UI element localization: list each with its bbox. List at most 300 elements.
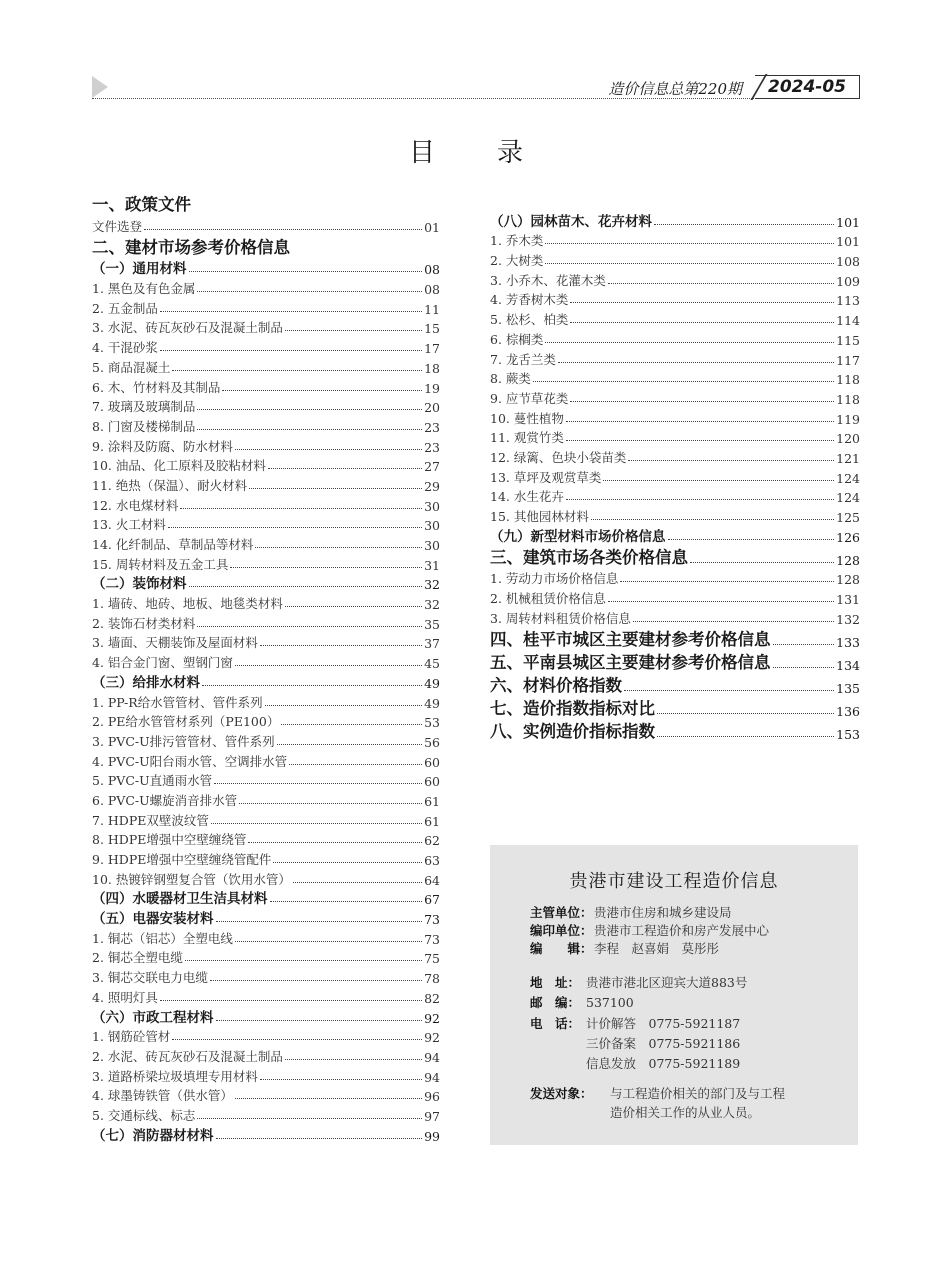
toc-page-number: 73 [424,931,440,947]
toc-page-number: 15 [424,321,440,337]
toc-leader-dots [189,271,423,272]
toc-entry[interactable] [92,730,440,750]
toc-leader-dots [216,1138,423,1139]
toc-leader-dots [773,667,835,668]
toc-page-number: 119 [836,411,860,427]
toc-page-number: 133 [836,634,860,650]
toc-entry-title: 1. 黑色及有色金属 [92,281,196,297]
toc-entry-title: 15. 其他园林材料 [490,509,589,524]
toc-leader-dots [570,302,834,303]
toc-leader-dots [277,744,422,745]
toc-leader-dots [545,263,834,264]
toc-page-number: 124 [836,470,860,486]
toc-leader-dots [202,685,422,686]
toc-entry[interactable] [92,455,440,475]
toc-entry-title: 6. 木、竹材料及其制品 [92,379,221,395]
toc-page-number: 61 [424,813,440,829]
postcode-label: 邮 编： [530,995,581,1010]
phone-2: 三价备案 0775-5921186 [586,1036,741,1051]
toc-leader-dots [624,690,834,691]
toc-entry-title: 1. 钢筋砼管材 [92,1029,171,1045]
audience-label: 发送对象： [530,1086,593,1101]
toc-entry[interactable] [490,308,860,328]
toc-entry[interactable] [92,1006,440,1026]
toc-page-number: 62 [424,833,440,849]
toc-page-number: 108 [836,254,860,270]
toc-leader-dots [657,736,834,737]
toc-right-column [490,210,860,742]
toc-page-number: 60 [424,774,440,790]
toc-entry-title: 8. 蕨类 [490,371,531,387]
toc-entry-title: 5. 商品混凝土 [92,359,171,375]
address-line [530,973,747,991]
toc-entry-title: 9. HDPE增强中空壁缠绕管配件 [92,852,272,867]
toc-leader-dots [180,508,422,509]
postcode-value: 537100 [586,995,634,1010]
toc-entry-title: 14. 化纤制品、草制品等材料 [92,537,254,552]
toc-entry[interactable] [490,387,860,407]
toc-entry-title: （五）电器安装材料 [92,911,214,928]
toc-leader-dots [633,621,834,622]
audience-line [530,1084,785,1102]
toc-entry[interactable] [490,407,860,427]
toc-entry-title: 8. HDPE增强中空壁缠绕管 [92,832,247,848]
toc-entry[interactable] [92,927,440,947]
toc-leader-dots [570,401,834,402]
toc-page-number: 128 [836,572,860,588]
toc-leader-dots [211,823,422,824]
toc-leader-dots [222,390,422,391]
toc-page-number: 128 [836,552,860,568]
publication-info-box [490,845,858,1145]
toc-entry[interactable] [92,1065,440,1085]
toc-entry-title: 三、建筑市场各类价格信息 [490,547,688,567]
toc-page-number: 120 [836,431,860,447]
toc-leader-dots [214,783,422,784]
page-header [88,74,860,102]
toc-entry-title: 13. 草坪及观赏草类 [490,469,602,485]
toc-entry-title: （六）市政工程材料 [92,1009,214,1026]
toc-entry[interactable] [92,1124,440,1144]
toc-leader-dots [773,644,835,645]
toc-page-number: 113 [836,293,860,309]
toc-page-number: 20 [424,400,440,416]
triangle-icon [92,76,108,98]
toc-page-number: 08 [424,262,440,278]
toc-page-number: 30 [424,518,440,534]
supervisor-line [530,903,732,921]
toc-entry[interactable] [490,368,860,388]
toc-entry-title: （二）装饰材料 [92,576,187,593]
toc-leader-dots [566,499,834,500]
toc-entry[interactable] [92,848,440,868]
toc-entry-title: 11. 观赏竹类 [490,430,564,446]
toc-entry[interactable] [490,348,860,368]
toc-leader-dots [197,409,422,410]
toc-entry[interactable] [92,336,440,356]
toc-page-number: 23 [424,419,440,435]
address-value: 贵港市港北区迎宾大道883号 [586,975,748,990]
toc-entry[interactable] [92,888,440,908]
toc-entry[interactable] [92,966,440,986]
toc-entry[interactable] [92,651,440,671]
toc-leader-dots [620,581,834,582]
postcode-line [530,993,634,1011]
toc-page-number: 19 [424,380,440,396]
toc-entry[interactable] [92,258,440,278]
toc-entry[interactable] [490,230,860,250]
toc-leader-dots [230,567,422,568]
toc-entry[interactable] [92,236,440,258]
toc-leader-dots [285,606,422,607]
toc-entry[interactable] [92,553,440,573]
toc-entry-title: 4. 芳香树木类 [490,292,569,308]
toc-entry[interactable] [490,720,860,742]
toc-entry-title: 3. PVC-U排污管管材、管件系列 [92,733,275,749]
toc-entry-title: 4. 干混砂浆 [92,340,158,356]
toc-page-number: 63 [424,853,440,868]
toc-entry-title: 9. 应节草花类 [490,390,569,406]
toc-entry[interactable] [92,868,440,888]
toc-entry-title: （七）消防器材材料 [92,1127,214,1144]
toc-leader-dots [260,1079,422,1080]
toc-entry-title: 3. 铜芯交联电力电缆 [92,970,208,986]
toc-page-number: 97 [424,1108,440,1124]
editor-org-line [530,921,769,939]
publication-title: 贵港市建设工程造价信息 [569,871,779,892]
toc-page-number: 125 [836,510,860,525]
toc-entry[interactable] [92,435,440,455]
toc-leader-dots [628,460,834,461]
toc-entry-title: 文件选登 [92,218,143,234]
toc-page-number: 124 [836,490,860,506]
toc-entry[interactable] [490,249,860,269]
toc-entry-title: 2. 机械租赁价格信息 [490,591,606,607]
toc-entry-title: 10. 热镀锌钢塑复合管（饮用水管） [92,871,291,887]
toc-leader-dots [144,229,422,230]
toc-leader-dots [189,586,423,587]
toc-leader-dots [197,626,422,627]
toc-entry-title: 4. PVC-U阳台雨水管、空调排水管 [92,753,288,769]
toc-entry-title: 4. 照明灯具 [92,989,158,1005]
toc-leader-dots [570,322,834,323]
toc-entry-title: 6. PVC-U螺旋消音排水管 [92,792,238,808]
toc-entry-title: （八）园林苗木、花卉材料 [490,213,652,230]
toc-entry-title: （一）通用材料 [92,261,187,278]
toc-leader-dots [248,842,422,843]
toc-entry-title: 7. 龙舌兰类 [490,351,556,367]
toc-entry[interactable] [92,1045,440,1065]
toc-entry-title: 1. 墙砖、地砖、地板、地毯类材料 [92,596,283,612]
toc-entry-title: 2. 铜芯全塑电缆 [92,950,183,966]
toc-page-number: 73 [424,912,440,928]
editors-value: 李程 赵喜娟 莫彤彤 [594,941,720,956]
toc-leader-dots [273,862,422,863]
toc-entry[interactable] [92,770,440,790]
toc-leader-dots [268,468,422,469]
toc-entry-title: 七、造价指数指标对比 [490,698,655,718]
toc-page-number: 60 [424,754,440,770]
toc-entry[interactable] [92,317,440,337]
toc-leader-dots [216,1020,423,1021]
toc-entry-title: 5. 交通标线、标志 [92,1107,196,1123]
toc-leader-dots [566,421,834,422]
toc-page-number: 131 [836,592,860,608]
toc-leader-dots [293,882,422,883]
toc-leader-dots [239,803,422,804]
toc-leader-dots [255,547,422,548]
toc-entry[interactable] [92,711,440,731]
toc-entry-title: 3. 小乔木、花灌木类 [490,272,606,288]
toc-entry[interactable] [490,486,860,506]
toc-page-number: 117 [836,352,860,368]
toc-page-number: 08 [424,282,440,298]
toc-entry-title: 5. 松杉、柏类 [490,312,569,328]
toc-page-number: 109 [836,273,860,289]
toc-page-number: 17 [424,341,440,357]
toc-entry-title: 1. 劳动力市场价格信息 [490,571,619,587]
toc-entry[interactable] [92,494,440,514]
toc-entry[interactable] [490,651,860,673]
issue-number: 造价信息总第220期 [608,80,742,98]
toc-page-number: 134 [836,657,860,673]
toc-leader-dots [197,429,422,430]
toc-page-number: 126 [836,529,860,545]
toc-leader-dots [608,283,834,284]
audience-value-1: 与工程造价相关的部门及与工程 [610,1086,786,1101]
toc-entry-title: 1. PP-R给水管管材、管件系列 [92,694,263,710]
toc-entry[interactable] [92,415,440,435]
toc-entry-title: 五、平南县城区主要建材参考价格信息 [490,652,771,672]
toc-leader-dots [235,449,422,450]
toc-entry[interactable] [490,328,860,348]
toc-entry[interactable] [92,750,440,770]
toc-page-number: 75 [424,951,440,967]
toc-page-number: 132 [836,611,860,627]
toc-page-number: 92 [424,1030,440,1046]
toc-entry[interactable] [92,215,440,235]
toc-page-number: 94 [424,1069,440,1085]
toc-entry-title: 9. 涂料及防腐、防水材料 [92,438,233,454]
toc-entry[interactable] [92,592,440,612]
toc-entry[interactable] [92,277,440,297]
toc-entry[interactable] [92,612,440,632]
supervisor-value: 贵港市住房和城乡建设局 [594,905,732,920]
toc-page-number: 30 [424,498,440,514]
toc-entry-title: 六、材料价格指数 [490,675,622,695]
toc-leader-dots [235,941,422,942]
toc-entry[interactable] [92,396,440,416]
toc-page-number: 96 [424,1089,440,1105]
toc-entry[interactable] [92,376,440,396]
toc-entry-title: 3. 周转材料租赁价格信息 [490,610,631,626]
editors-label: 编 辑： [530,941,593,956]
toc-leader-dots [281,724,422,725]
toc-entry-title: 10. 蔓性植物 [490,410,564,426]
toc-leader-dots [285,1059,422,1060]
toc-entry-title: 8. 门窗及楼梯制品 [92,418,196,434]
toc-page-number: 27 [424,459,440,475]
toc-leader-dots [545,243,834,244]
header-rule [92,98,860,99]
toc-page-number: 35 [424,616,440,632]
toc-leader-dots [160,1000,422,1001]
toc-entry[interactable] [490,607,860,627]
toc-entry[interactable] [490,427,860,447]
toc-entry-title: 7. 玻璃及玻璃制品 [92,399,196,415]
toc-entry[interactable] [92,1085,440,1105]
toc-entry-title: 13. 火工材料 [92,517,166,533]
toc-entry[interactable] [92,691,440,711]
toc-entry[interactable] [92,789,440,809]
toc-entry-title: 12. 绿篱、色块小袋苗类 [490,449,627,465]
toc-entry-title: 6. 棕榈类 [490,331,544,347]
toc-leader-dots [197,291,422,292]
toc-entry-title: 四、桂平市城区主要建材参考价格信息 [490,629,771,649]
toc-leader-dots [690,562,834,563]
toc-leader-dots [533,381,834,382]
toc-entry-title: 1. 铜芯（铝芯）全塑电线 [92,930,233,946]
toc-leader-dots [216,921,423,922]
toc-entry-title: 2. 大树类 [490,253,544,269]
toc-entry[interactable] [92,533,440,553]
toc-entry-title: 八、实例造价指标指数 [490,721,655,741]
toc-entry[interactable] [490,697,860,719]
toc-entry[interactable] [92,1026,440,1046]
phone-1: 计价解答 0775-5921187 [586,1016,741,1031]
toc-leader-dots [591,519,834,520]
toc-page-number: 101 [836,214,860,230]
toc-page-number: 92 [424,1010,440,1026]
toc-leader-dots [566,440,834,441]
toc-entry-title: 3. 水泥、砖瓦灰砂石及混凝土制品 [92,320,283,336]
toc-page-number: 78 [424,971,440,987]
toc-entry[interactable] [490,546,860,568]
toc-entry[interactable] [92,356,440,376]
editor-org-value: 贵港市工程造价和房产发展中心 [594,923,770,938]
toc-entry-title: （三）给排水材料 [92,674,200,691]
toc-page-number: 121 [836,450,860,466]
toc-leader-dots [603,480,834,481]
toc-entry[interactable] [490,628,860,650]
toc-leader-dots [289,764,422,765]
toc-page-number: 18 [424,360,440,376]
toc-entry-title: 12. 水电煤材料 [92,497,179,513]
toc-leader-dots [172,1039,422,1040]
toc-page-number: 45 [424,656,440,672]
toc-page-number: 32 [424,597,440,613]
toc-entry[interactable] [92,907,440,927]
toc-leader-dots [235,665,422,666]
toc-entry-title: 3. 道路桥梁垃圾填埋专用材料 [92,1068,258,1084]
toc-page-number: 29 [424,478,440,494]
toc-entry-title: （九）新型材料市场价格信息 [490,528,666,545]
toc-page-number: 67 [424,892,440,908]
toc-leader-dots [235,1098,422,1099]
toc-entry-title: 4. 铝合金门窗、塑钢门窗 [92,655,233,671]
toc-leader-dots [260,645,422,646]
toc-page-number: 153 [836,726,860,742]
toc-entry[interactable] [490,505,860,525]
toc-leader-dots [558,362,834,363]
toc-page-number: 99 [424,1128,440,1144]
toc-entry[interactable] [92,829,440,849]
phone-3: 信息发放 0775-5921189 [586,1056,741,1071]
toc-page-number: 23 [424,439,440,455]
toc-entry[interactable] [490,289,860,309]
toc-leader-dots [197,1118,422,1119]
toc-entry-title: 2. 水泥、砖瓦灰砂石及混凝土制品 [92,1048,283,1064]
toc-leader-dots [545,342,834,343]
editor-org-label: 编印单位： [530,923,593,938]
toc-entry[interactable] [92,1104,440,1124]
toc-entry[interactable] [92,514,440,534]
toc-entry[interactable] [92,809,440,829]
toc-page-number: 37 [424,636,440,652]
toc-entry-title: 7. HDPE双壁波纹管 [92,812,209,828]
toc-entry[interactable] [490,525,860,545]
toc-entry[interactable] [92,573,440,593]
toc-page-number: 49 [424,695,440,711]
toc-entry[interactable] [92,632,440,652]
toc-leader-dots [270,901,423,902]
toc-page-number: 115 [836,332,860,348]
toc-entry-title: 1. 乔木类 [490,233,544,249]
toc-leader-dots [285,330,422,331]
toc-page-number: 53 [424,715,440,731]
phone-line [530,1014,740,1032]
toc-page-number: 136 [836,703,860,719]
toc-entry[interactable] [92,474,440,494]
toc-page-number: 01 [424,219,440,235]
toc-leader-dots [172,370,422,371]
toc-leader-dots [249,488,422,489]
toc-entry[interactable] [92,986,440,1006]
toc-entry-title: 二、建材市场参考价格信息 [92,237,290,257]
phone-label: 电 话： [530,1016,581,1031]
toc-entry-title: 5. PVC-U直通雨水管 [92,773,213,789]
toc-entry[interactable] [92,297,440,317]
toc-entry[interactable] [490,587,860,607]
toc-entry[interactable] [92,671,440,691]
toc-entry-title: 2. 装饰石材类材料 [92,615,196,631]
toc-entry[interactable] [490,466,860,486]
toc-leader-dots [185,960,422,961]
toc-page-number: 56 [424,734,440,750]
toc-entry[interactable] [490,269,860,289]
toc-leader-dots [657,713,834,714]
toc-entry-title: 2. 五金制品 [92,300,158,316]
toc-leader-dots [668,539,835,540]
toc-left-column [92,192,440,1144]
toc-entry[interactable] [490,210,860,230]
toc-entry[interactable] [92,947,440,967]
toc-entry[interactable] [490,446,860,466]
toc-page-number: 49 [424,675,440,691]
toc-page-number: 11 [424,301,440,317]
toc-entry-title: 一、政策文件 [92,195,191,214]
toc-entry[interactable] [490,568,860,588]
toc-entry[interactable] [490,674,860,696]
toc-entry-title: 15. 周转材料及五金工具 [92,556,229,572]
toc-page-number: 118 [836,391,860,407]
toc-page-number: 135 [836,680,860,696]
toc-page-number: 30 [424,538,440,553]
toc-entry-title: 11. 绝热（保温）、耐火材料 [92,477,248,493]
toc-entry[interactable] [92,193,440,215]
toc-entry-title: （四）水暖器材卫生洁具材料 [92,891,268,908]
toc-page-number: 64 [424,872,440,888]
